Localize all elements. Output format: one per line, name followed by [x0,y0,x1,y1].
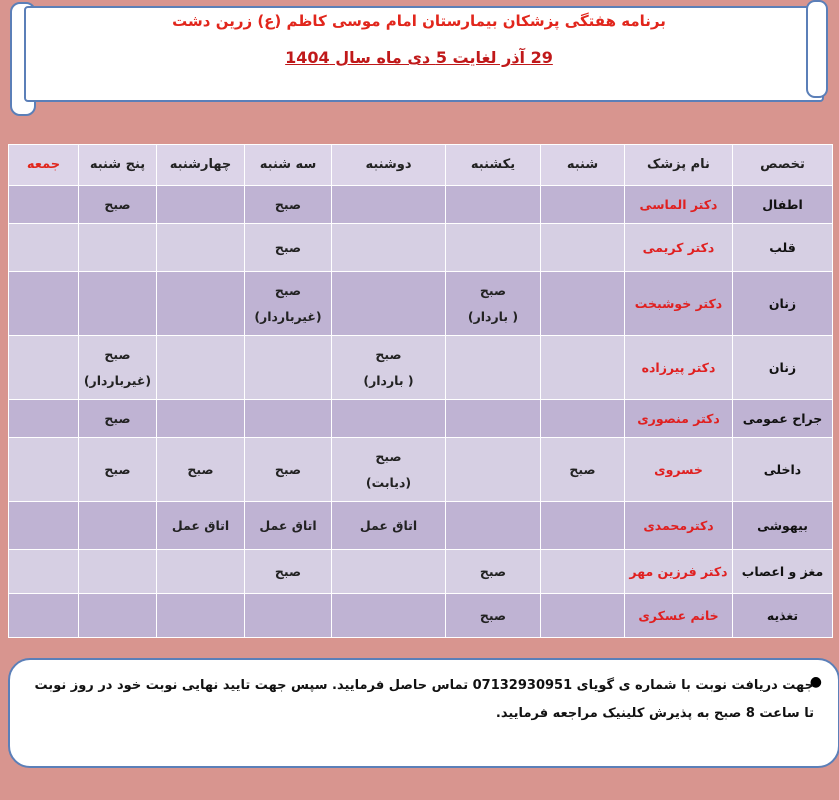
shift-cell-thu [79,272,157,336]
shift-cell-mon [332,438,446,502]
doctor-cell: خسروی [625,438,733,502]
shift-cell-sun [446,336,541,400]
col-header-tuesday: سه شنبه [245,145,332,186]
shift-cell-sat [541,336,625,400]
shift-label: صبح [187,461,214,477]
shift-label: صبح [569,461,596,477]
doctor-cell: دکتر خوشبخت [625,272,733,336]
shift-cell-mon [332,224,446,272]
shift-cell-fri [9,186,79,224]
shift-cell-wed [157,594,245,638]
shift-cell-sun [446,550,541,594]
table-row [9,400,833,438]
shift-cell-tue [245,550,332,594]
shift-cell-tue [245,400,332,438]
shift-cell-sun [446,186,541,224]
shift-cell-tue [245,224,332,272]
shift-cell-tue [245,186,332,224]
shift-cell-sun [446,224,541,272]
shift-note: (غیرباردار) [83,372,152,388]
shift-cell-sat [541,438,625,502]
doctor-cell: دکتر الماسی [625,186,733,224]
bullet-icon: ● [809,674,822,690]
shift-cell-mon [332,272,446,336]
col-header-doctor: نام پزشک [625,145,733,186]
shift-cell-wed [157,186,245,224]
table-row [9,438,833,502]
shift-cell-thu [79,400,157,438]
shift-cell-mon [332,400,446,438]
shift-cell-thu [79,224,157,272]
shift-cell-thu [79,502,157,550]
table-row [9,224,833,272]
shift-cell-thu [79,594,157,638]
shift-cell-sun [446,438,541,502]
shift-cell-tue [245,502,332,550]
shift-cell-mon [332,594,446,638]
col-header-monday: دوشنبه [332,145,446,186]
shift-cell-fri [9,550,79,594]
specialty-cell: زنان [733,336,833,400]
shift-cell-sat [541,594,625,638]
specialty-cell: بیهوشی [733,502,833,550]
shift-cell-tue [245,336,332,400]
shift-label: اتاق عمل [259,517,317,533]
shift-label: صبح [479,282,507,298]
shift-label: صبح [274,563,302,579]
specialty-cell: زنان [733,272,833,336]
shift-cell-fri [9,502,79,550]
shift-cell-wed [157,336,245,400]
shift-cell-thu [79,186,157,224]
shift-cell-sun [446,400,541,438]
shift-cell-mon [332,186,446,224]
date-range-text: 29 آذر لغایت 5 دی ماه سال 1404 [285,48,553,67]
shift-cell-sat [541,224,625,272]
col-header-saturday: شنبه [541,145,625,186]
page-title: برنامه هفتگی پزشکان بیمارستان امام موسی کاظم (ع) زرین دشت [172,12,666,30]
shift-cell-wed [157,400,245,438]
shift-label: صبح [274,282,302,298]
table-row [9,550,833,594]
shift-cell-sat [541,400,625,438]
shift-label: صبح [104,346,131,362]
specialty-cell: اطفال [733,186,833,224]
shift-label: صبح [104,461,131,477]
shift-note: (دیابت) [365,474,412,490]
table-row [9,502,833,550]
doctor-cell: دکتر پیرزاده [625,336,733,400]
doctor-cell: خانم عسکری [625,594,733,638]
shift-label: صبح [274,461,302,477]
specialty-cell: داخلی [733,438,833,502]
shift-cell-mon [332,550,446,594]
shift-cell-tue [245,438,332,502]
shift-cell-wed [157,272,245,336]
shift-cell-fri [9,400,79,438]
shift-cell-mon [332,502,446,550]
shift-cell-sun [446,594,541,638]
shift-label: صبح [375,346,402,362]
shift-cell-fri [9,438,79,502]
specialty-cell: جراح عمومی [733,400,833,438]
table-header-row [9,145,833,186]
shift-cell-wed [157,438,245,502]
doctor-cell: دکتر کریمی [625,224,733,272]
info-text: جهت دریافت نوبت با شماره ی گویای 07132930951 تماس حاصل فرمایید. سپس جهت تایید نهایی نوبت خود در روز نوبت تا ساعت 8 صبح به پذیرش کلینیک مراجعه فرمایید. [34,678,814,721]
shift-label: اتاق عمل [359,517,418,533]
shift-cell-wed [157,224,245,272]
shift-cell-fri [9,224,79,272]
shift-cell-thu [79,550,157,594]
shift-label: صبح [274,239,302,255]
shift-cell-mon [332,336,446,400]
col-header-friday: جمعه [9,145,79,186]
scroll-curl-right [806,0,828,98]
shift-cell-thu [79,438,157,502]
shift-cell-sat [541,502,625,550]
title-banner [10,2,828,110]
shift-label: اتاق عمل [171,517,230,533]
shift-cell-fri [9,594,79,638]
shift-label: صبح [104,196,131,212]
shift-cell-tue [245,594,332,638]
shift-cell-tue [245,272,332,336]
date-range [50,48,788,67]
shift-cell-wed [157,550,245,594]
doctor-cell: دکتر فرزین مهر [625,550,733,594]
shift-label: صبح [479,563,507,579]
shift-label: صبح [479,607,507,623]
shift-cell-sun [446,502,541,550]
table-row [9,272,833,336]
doctor-cell: دکتر منصوری [625,400,733,438]
col-header-sunday: یکشنبه [446,145,541,186]
shift-cell-wed [157,502,245,550]
specialty-cell: تغذیه [733,594,833,638]
doctor-cell: دکترمحمدی [625,502,733,550]
shift-label: صبح [274,196,302,212]
specialty-cell: مغز و اعصاب [733,550,833,594]
shift-cell-sat [541,272,625,336]
shift-note: ( باردار) [363,372,414,388]
col-header-wednesday: چهارشنبه [157,145,245,186]
shift-cell-thu [79,336,157,400]
shift-cell-fri [9,272,79,336]
shift-note: (غیرباردار) [254,308,322,324]
col-header-thursday: پنج شنبه [79,145,157,186]
shift-cell-fri [9,336,79,400]
col-header-specialty: تخصص [733,145,833,186]
shift-note: ( باردار) [467,308,519,324]
schedule-table [8,144,833,638]
table-row [9,186,833,224]
shift-cell-sat [541,186,625,224]
shift-label: صبح [104,410,131,426]
specialty-cell: قلب [733,224,833,272]
table-row [9,336,833,400]
shift-cell-sat [541,550,625,594]
table-row [9,594,833,638]
shift-label: صبح [375,448,402,464]
info-box [8,658,839,768]
shift-cell-sun [446,272,541,336]
